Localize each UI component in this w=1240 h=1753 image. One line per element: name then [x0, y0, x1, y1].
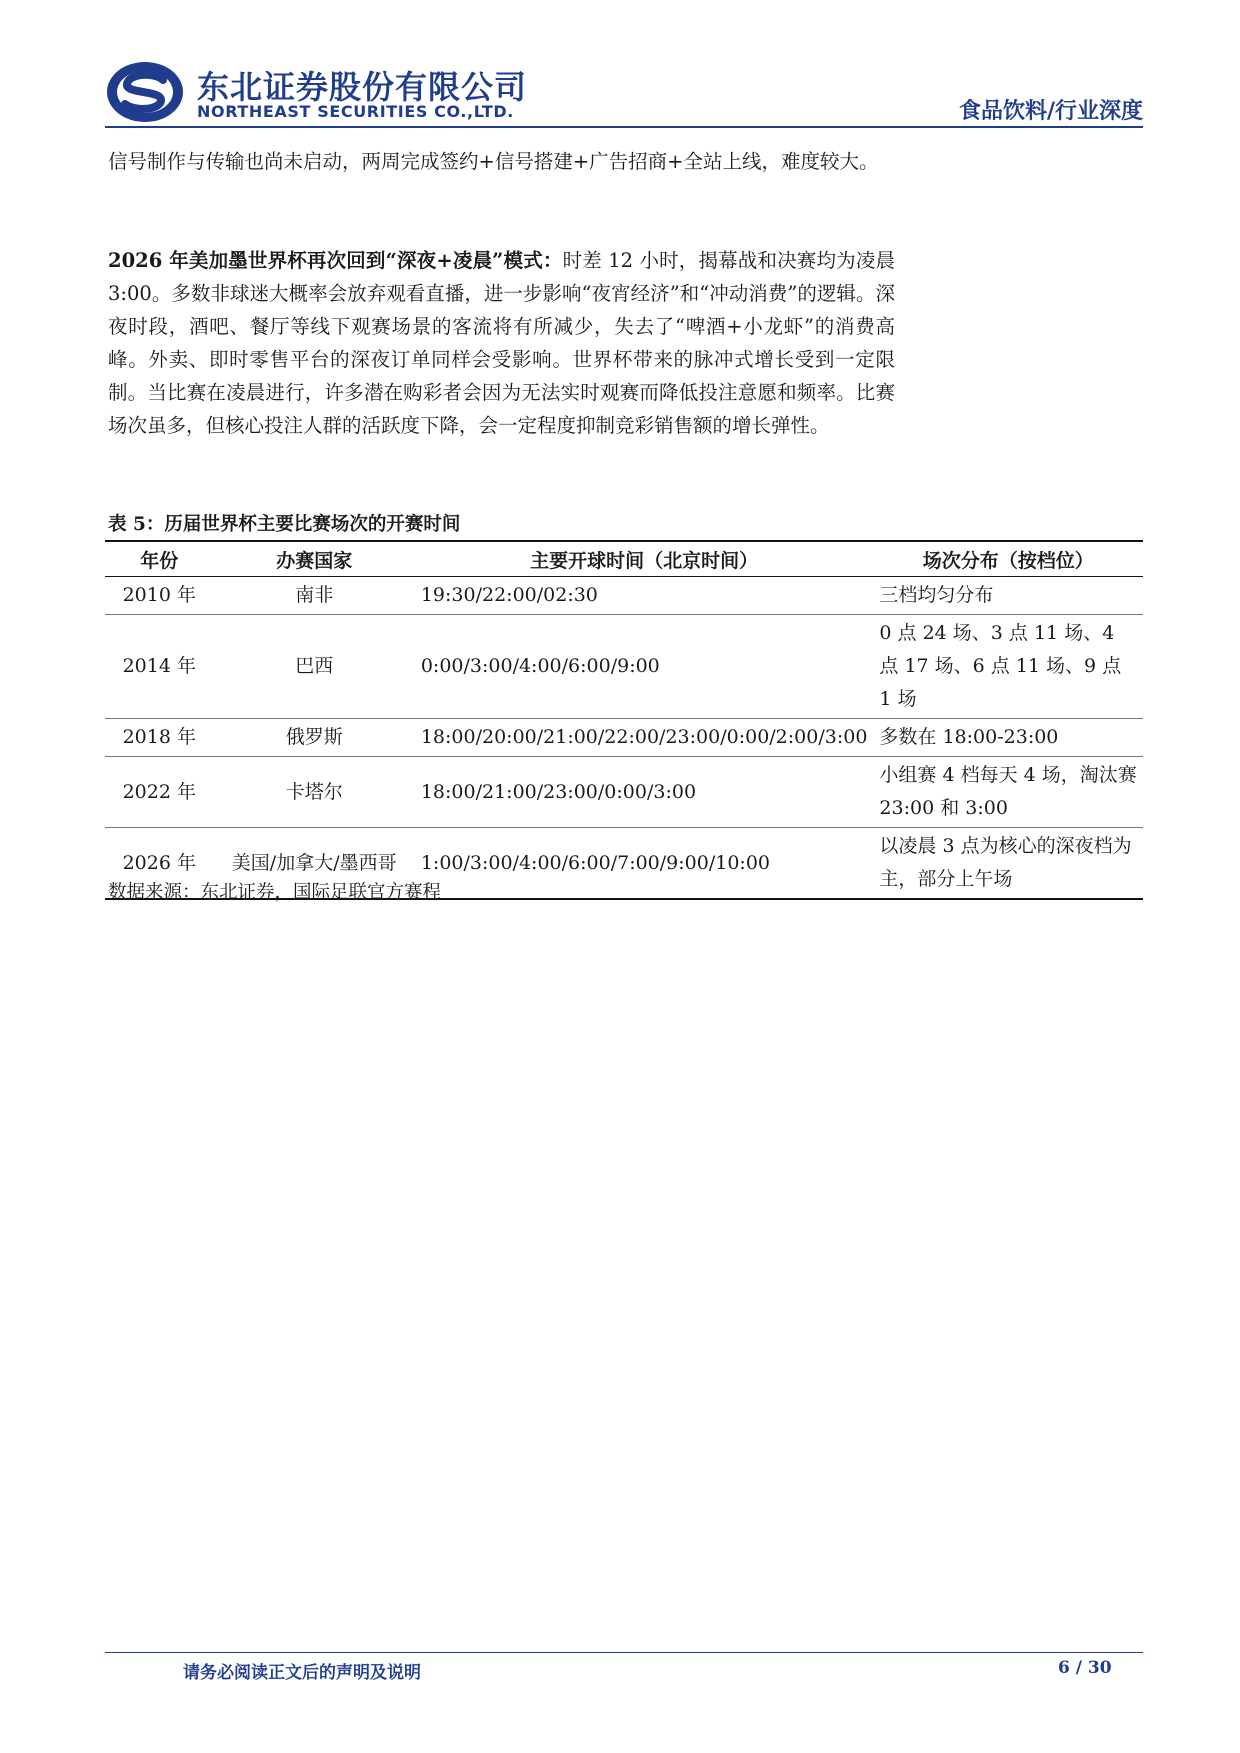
column-header-distribution: 场次分布（按档位） — [873, 541, 1143, 577]
cell-distribution: 多数在 18:00-23:00 — [873, 719, 1143, 757]
paragraph-text: 时差 12 小时，揭幕战和决赛均为凌晨 3:00。多数非球迷大概率会放弃观看直播，进一步影响“夜宵经济”和“冲动消费”的逻辑。深夜时段，酒吧、餐厅等线下观赛场景的客流将有所减少，失去了“啤酒+小龙虾”的消费高峰。外卖、即时零售平台的深夜订单同样会受影响。世界杯带来的脉冲式增长受到一定限制。当比赛在凌晨进行，许多潜在购彩者会因为无法实时观赛而降低投注意愿和频率。比赛场次虽多，但核心投注人群的活跃度下降，会一定程度抑制竞彩销售额的增长弹性。 — [108, 249, 895, 437]
page-header — [105, 58, 1143, 126]
northeast-securities-logo-icon — [105, 60, 185, 124]
company-name-cn: 东北证券股份有限公司 — [197, 68, 528, 106]
cell-host: 俄罗斯 — [214, 719, 415, 757]
cell-distribution: 三档均匀分布 — [873, 577, 1143, 615]
page-number: 6 / 30 — [1058, 1658, 1112, 1678]
cell-year: 2010 年 — [105, 577, 214, 615]
cell-kickoff-time: 18:00/20:00/21:00/22:00/23:00/0:00/2:00/3:00 — [415, 719, 874, 757]
cell-kickoff-time: 0:00/3:00/4:00/6:00/9:00 — [415, 615, 874, 719]
cell-host: 巴西 — [214, 615, 415, 719]
world-cup-schedule-table — [105, 540, 1143, 900]
cell-distribution: 0 点 24 场、3 点 11 场、4 点 17 场、6 点 11 场、9 点 1 场 — [873, 615, 1143, 719]
cell-year: 2018 年 — [105, 719, 214, 757]
header-divider — [105, 126, 1143, 128]
data-source-note: 数据来源：东北证券，国际足联官方赛程 — [108, 882, 442, 903]
cell-year: 2026 年 — [105, 828, 214, 900]
footer-divider — [105, 1652, 1143, 1653]
cell-year: 2014 年 — [105, 615, 214, 719]
table-row — [105, 615, 1143, 719]
cell-distribution: 以凌晨 3 点为核心的深夜档为主，部分上午场 — [873, 828, 1143, 900]
cell-host: 南非 — [214, 577, 415, 615]
table-row — [105, 757, 1143, 828]
table-row — [105, 719, 1143, 757]
table-header-row — [105, 541, 1143, 577]
cell-kickoff-time: 18:00/21:00/23:00/0:00/3:00 — [415, 757, 874, 828]
paragraph-lead: 2026 年美加墨世界杯再次回到“深夜+凌晨”模式： — [108, 249, 563, 272]
report-category: 食品饮料/行业深度 — [958, 99, 1143, 124]
table-row — [105, 577, 1143, 615]
cell-host: 美国/加拿大/墨西哥 — [214, 828, 415, 900]
column-header-year: 年份 — [105, 541, 214, 577]
body-paragraph-2 — [108, 244, 895, 442]
table-title: 表 5：历届世界杯主要比赛场次的开赛时间 — [108, 514, 461, 535]
column-header-host: 办赛国家 — [214, 541, 415, 577]
footer-disclaimer: 请务必阅读正文后的声明及说明 — [183, 1663, 421, 1683]
cell-host: 卡塔尔 — [214, 757, 415, 828]
cell-kickoff-time: 1:00/3:00/4:00/6:00/7:00/9:00/10:00 — [415, 828, 874, 900]
company-name-en: NORTHEAST SECURITIES CO.,LTD. — [197, 102, 514, 121]
column-header-kickoff-time: 主要开球时间（北京时间） — [415, 541, 874, 577]
paragraph-text: 信号制作与传输也尚未启动，两周完成签约+信号搭建+广告招商+全站上线，难度较大。 — [108, 150, 879, 173]
cell-year: 2022 年 — [105, 757, 214, 828]
cell-distribution: 小组赛 4 档每天 4 场，淘汰赛 23:00 和 3:00 — [873, 757, 1143, 828]
cell-kickoff-time: 19:30/22:00/02:30 — [415, 577, 874, 615]
body-paragraph-1 — [108, 145, 895, 178]
